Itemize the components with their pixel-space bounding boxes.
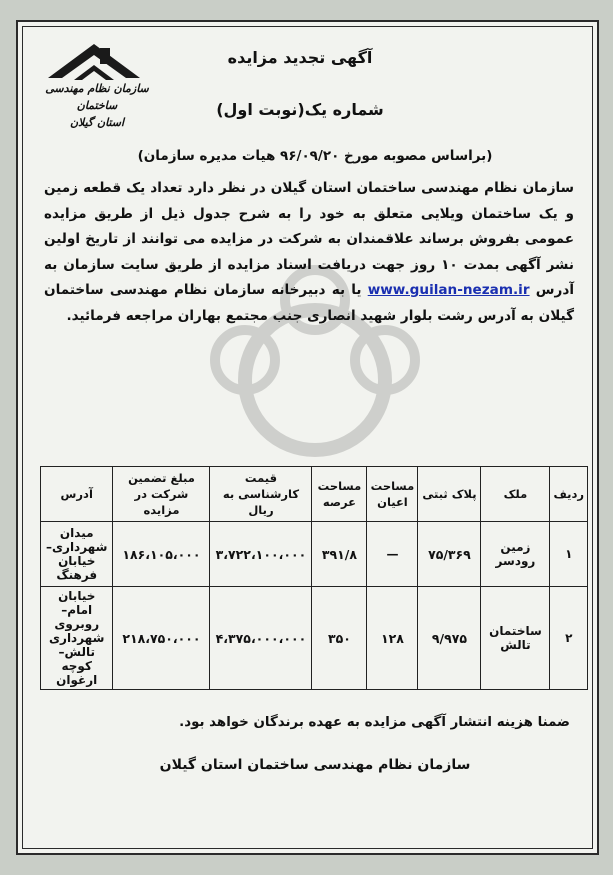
cell-land-area: ۳۹۱/۸ — [312, 522, 367, 587]
cell-address: میدان شهرداری– خیابان فرهنگ — [41, 522, 113, 587]
cell-guarantee: ۱۸۶،۱۰۵،۰۰۰ — [113, 522, 210, 587]
cell-building-area: ۱۲۸ — [367, 587, 418, 690]
header-appraisal: قیمت کارشناسی به ریال — [210, 467, 312, 522]
notice-title: آگهی تجدید مزایده — [227, 48, 373, 67]
header-guarantee: مبلغ تضمین شرکت در مزایده — [113, 467, 210, 522]
header-address: آدرس — [41, 467, 113, 522]
notice-body-part1: سازمان نظام مهندسی ساختمان استان گیلان در نظر دارد تعداد یک قطعه زمین و یک ساختمان ویلایی متعلق به خود را به شرح جدول ذیل از طریق مزایده عمومی بفروش برساند علاقمندان به شرکت در مزایده می توانند از تاریخ اولین نشر آگهی بمدت ۱۰ روز جهت دریافت اسناد مزایده از طریق سایت سازمان به آدرس — [44, 180, 574, 298]
cell-row-no: ۱ — [550, 522, 588, 587]
notice-basis: (براساس مصوبه مورخ ۹۶/۰۹/۲۰ هیات مدیره سازمان) — [137, 148, 493, 164]
notice-body-part2: یا به دبیرخانه سازمان نظام مهندسی ساختمان گیلان به آدرس رشت بلوار شهید انصاری جنب مجتمع بهاران مراجعه فرمائید. — [44, 282, 574, 324]
table-row — [41, 522, 588, 587]
cell-building-area: — — [367, 522, 418, 587]
cell-row-no: ۲ — [550, 587, 588, 690]
auction-table — [40, 466, 588, 690]
cell-appraisal: ۳،۷۲۲،۱۰۰،۰۰۰ — [210, 522, 312, 587]
header-row-no: ردیف — [550, 467, 588, 522]
table-header-row — [41, 467, 588, 522]
logo-text-line1: سازمان نظام مهندسی ساختمان — [45, 82, 149, 112]
cell-appraisal: ۴،۳۷۵،۰۰۰،۰۰۰ — [210, 587, 312, 690]
cell-guarantee: ۲۱۸،۷۵۰،۰۰۰ — [113, 587, 210, 690]
logo-text-line2: استان گیلان — [69, 116, 125, 129]
cell-address: خیابان امام–روبروی شهرداری تالش– کوچه ارغوان — [41, 587, 113, 690]
cell-land-area: ۳۵۰ — [312, 587, 367, 690]
cell-property: ساختمان تالش — [481, 587, 550, 690]
cell-property: زمین رودسر — [481, 522, 550, 587]
website-link[interactable]: www.guilan-nezam.ir — [367, 282, 530, 298]
header-property: ملک — [481, 467, 550, 522]
notice-subtitle: شماره یک(نوبت اول) — [216, 100, 384, 119]
signature: سازمان نظام مهندسی ساختمان استان گیلان — [159, 757, 471, 773]
cell-plaque: ۹/۹۷۵ — [418, 587, 481, 690]
cell-plaque: ۷۵/۳۶۹ — [418, 522, 481, 587]
table-row — [41, 587, 588, 690]
header-plaque: پلاک ثبتی — [418, 467, 481, 522]
notice-body — [44, 176, 574, 329]
header-building-area: مساحت اعیان — [367, 467, 418, 522]
header-land-area: مساحت عرصه — [312, 467, 367, 522]
footer-note: ضمنا هزینه انتشار آگهی مزایده به عهده برندگان خواهد بود. — [179, 715, 570, 730]
org-logo-text — [32, 80, 162, 131]
